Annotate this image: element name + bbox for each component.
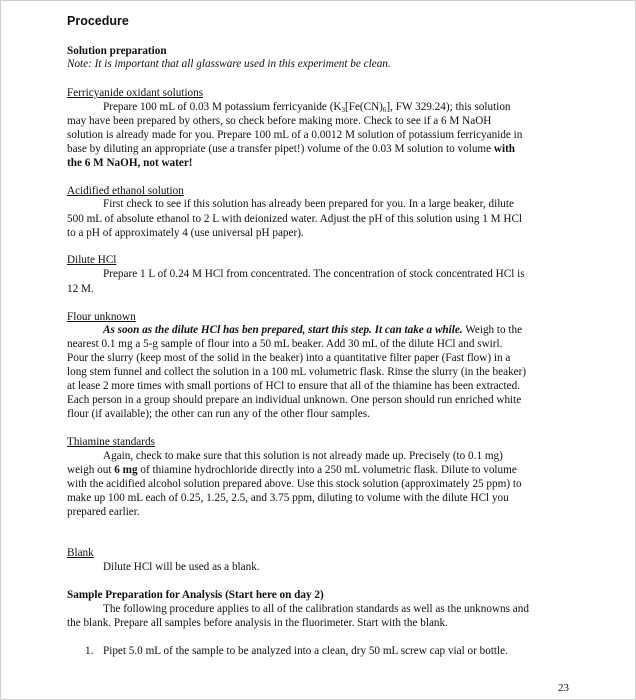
note-label: Note:: [67, 58, 92, 70]
subheading-dilute-hcl: Dilute HCl: [67, 254, 117, 266]
thiamine-line-4: make up 100 mL each of 0.25, 1.25, 2.5, and 3.75 ppm, diluting to volume with the dilute HCl you: [67, 492, 509, 504]
subheading-flour-unknown: Flour unknown: [67, 311, 136, 323]
thiamine-line-3: with the acidified alcohol solution prepared above. Use this stock solution (approximately 25 ppm) to: [67, 478, 522, 490]
ethanol-line-1: First check to see if this solution has already been prepared for you. In a large beaker, dilute: [103, 198, 514, 210]
sample-prep-line-1: The following procedure applies to all of the calibration standards as well as the unknowns and: [103, 603, 529, 615]
flour-line-3: Pour the slurry (keep most of the solid in the beaker) into a quantitative filter paper (Fast flow) in a: [67, 352, 511, 364]
subheading-acidified-ethanol: Acidified ethanol solution: [67, 185, 184, 197]
flour-line-1: As soon as the dilute HCl has ben prepared, start this step. It can take a while. Weigh to the: [103, 324, 523, 336]
subheading-ferricyanide: Ferricyanide oxidant solutions: [67, 87, 204, 99]
page-number: 23: [558, 682, 569, 694]
section-title-solution-preparation: Solution preparation: [67, 45, 167, 57]
page-heading: Procedure: [67, 14, 129, 28]
ferricyanide-line-2: may have been prepared by others, so check before making more. Check to see if a 6 M NaOH: [67, 115, 492, 127]
blank-line-1: Dilute HCl will be used as a blank.: [103, 561, 260, 573]
sample-prep-line-2: the blank. Prepare all samples before analysis in the fluorimeter. Start with the blank.: [67, 617, 448, 629]
flour-line-5: at lease 2 more times with small portions of HCl to ensure that all of the thiamine has been extracted.: [67, 380, 520, 392]
subheading-thiamine-standards: Thiamine standards: [67, 436, 155, 448]
flour-line-6: Each person in a group should prepare an individual unknown. One person should run enriched white: [67, 394, 522, 406]
ferricyanide-line-3: solution is already made for you. Prepare 100 mL of a 0.0012 M solution of potassium ferricyanide in: [67, 129, 523, 141]
ferricyanide-line-4: base by diluting an appropriate (use a transfer pipet!) volume of the 0.03 M solution to volume with: [67, 143, 516, 155]
thiamine-line-2: weigh out 6 mg of thiamine hydrochloride directly into a 250 mL volumetric flask. Dilute to volume: [67, 464, 517, 476]
dilute-hcl-line-1: Prepare 1 L of 0.24 M HCl from concentrated. The concentration of stock concentrated HCl is: [103, 268, 525, 280]
ferricyanide-line-1: Prepare 100 mL of 0.03 M potassium ferricyanide ($K_3[Fe(CN)_6]$, FW 329.24); this solution: [103, 101, 511, 114]
flour-line-2: nearest 0.1 mg a 5-g sample of flour into a 50 mL beaker. Add 30 mL of the dilute HCl and swirl.: [67, 338, 503, 350]
thiamine-line-1: Again, check to make sure that this solution is not already made up. Precisely (to 0.1 mg): [103, 450, 503, 462]
flour-line-4: long stem funnel and collect the solution in a 100 mL volumetric flask. Rinse the slurry (in the beaker): [67, 366, 527, 378]
step-text: Pipet 5.0 mL of the sample to be analyzed into a clean, dry 50 mL screw cap vial or bottle.: [103, 645, 508, 657]
section-title-sample-preparation: Sample Preparation for Analysis (Start here on day 2): [67, 589, 324, 601]
thiamine-line-5: prepared earlier.: [67, 506, 140, 518]
ethanol-line-2: 500 mL of absolute ethanol to 2 L with deionized water. Adjust the pH of this solution using 1 M HCl: [67, 213, 523, 225]
note-line: [67, 57, 391, 72]
step-number: 1.: [85, 645, 94, 657]
ferricyanide-line-5: the 6 M NaOH, not water!: [67, 157, 193, 169]
note-text: It is important that all glassware used in this experiment be clean.: [91, 58, 391, 70]
dilute-hcl-line-2: 12 M.: [67, 283, 94, 295]
flour-line-7: flour (if available); the other can run any of the other flour samples.: [67, 408, 370, 420]
subheading-blank: Blank: [67, 547, 94, 559]
ethanol-line-3: to a pH of approximately 4 (use universal pH paper).: [67, 227, 304, 239]
